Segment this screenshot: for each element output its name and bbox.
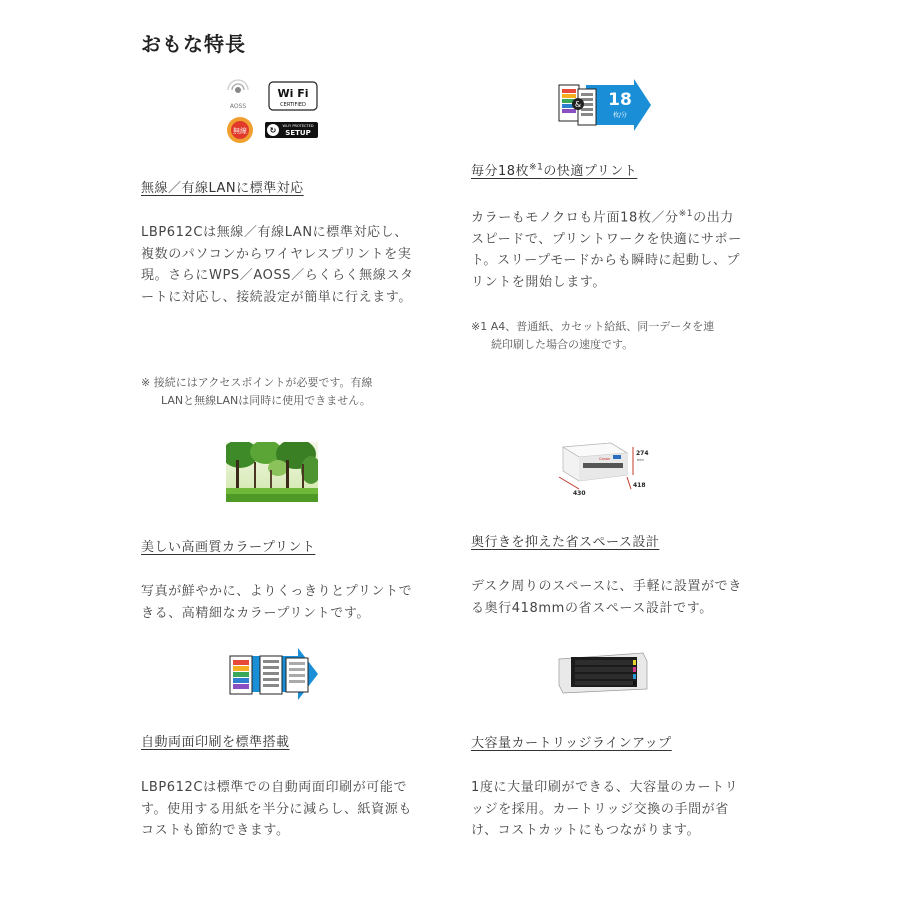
duplex-print-image (224, 648, 320, 700)
forest-photo-image (226, 442, 318, 502)
speed-badge-image (556, 79, 651, 131)
aoss-logo (228, 80, 248, 110)
space-feature-body: デスク周りのスペースに、手軽に設置ができる奥行418mmの省スペース設計です。 (471, 579, 742, 616)
wireless-feature-note (141, 374, 421, 410)
svg-text:枚/分: 枚/分 (612, 112, 628, 119)
speed-title-main: 毎分18枚 (471, 164, 530, 179)
speed-title-tail: の快適プリント (543, 164, 638, 179)
color-feature-title: 美しい高画質カラープリント (141, 540, 316, 555)
space-feature-title: 奥行きを抑えた省スペース設計 (471, 535, 660, 550)
svg-text:CERTIFIED: CERTIFIED (280, 102, 306, 108)
printer-dimensions-image (553, 437, 653, 499)
speed-body-rest: の出力スピードで、プリントワークを快適にサポート。スリープモードからも瞬時に起動し、プリントを開始します。 (471, 210, 742, 290)
page-title: おもな特長 (141, 32, 246, 56)
cartridge-feature-body: 1度に大量印刷ができる、大容量のカートリッジを採用。カートリッジ交換の手間が省け、コストカットにもつながります。 (471, 780, 739, 838)
rakuraku-start-logo (227, 117, 253, 143)
svg-text:mm: mm (637, 458, 644, 462)
svg-text:274: 274 (636, 450, 649, 457)
duplex-feature-body: LBP612Cは標準での自動両面印刷が可能です。使用する用紙を半分に減らし、紙資源もコストも節約できます。 (141, 780, 412, 838)
wireless-feature-title: 無線／有線LANに標準対応 (141, 181, 304, 196)
svg-text:18: 18 (608, 90, 632, 110)
cartridge-feature-title: 大容量カートリッジラインアップ (471, 736, 672, 751)
svg-text:Wi Fi: Wi Fi (277, 87, 309, 100)
color-feature-body: 写真が鮮やかに、よりくっきりとプリントできる、高精細なカラープリントです。 (141, 584, 413, 621)
wireless-note-line1: ※ 接続にはアクセスポイントが必要です。有線 (141, 376, 373, 389)
speed-body-footnote: ※1 (678, 209, 694, 219)
svg-text:無線: 無線 (233, 127, 247, 135)
svg-text:&: & (574, 100, 582, 109)
speed-note-line2: 続印刷した場合の速度です。 (491, 338, 634, 351)
svg-text:418: 418 (633, 482, 646, 489)
speed-feature-title (471, 160, 637, 179)
wps-setup-logo (265, 122, 318, 138)
speed-body-start: カラーもモノクロも片面18枚／分 (471, 210, 679, 226)
wireless-feature-body: LBP612Cは無線／有線LANに標準対応し、複数のパソコンからワイヤレスプリントを実現。さらにWPS／AOSS／らくらく無線スタートに対応し、接続設定が簡単に行えます。 (141, 225, 414, 305)
speed-feature-body (471, 204, 746, 293)
cartridge-image (555, 647, 650, 697)
speed-feature-note (471, 318, 756, 354)
speed-title-footnote: ※1 (529, 162, 544, 173)
duplex-feature-title: 自動両面印刷を標準搭載 (141, 735, 290, 750)
speed-note-line1: ※1 A4、普通紙、カセット給紙、同一データを連 (471, 320, 715, 333)
svg-text:Canon: Canon (599, 457, 611, 461)
svg-text:↻: ↻ (269, 126, 277, 135)
wireless-logos-image (222, 78, 320, 146)
aoss-label: AOSS (229, 103, 247, 110)
wifi-certified-logo (269, 82, 317, 110)
wireless-note-line2: LANと無線LANは同時に使用できません。 (161, 394, 371, 407)
svg-text:430: 430 (573, 490, 586, 497)
svg-text:WI-FI PROTECTED: WI-FI PROTECTED (282, 124, 314, 128)
svg-text:SETUP: SETUP (285, 129, 311, 137)
